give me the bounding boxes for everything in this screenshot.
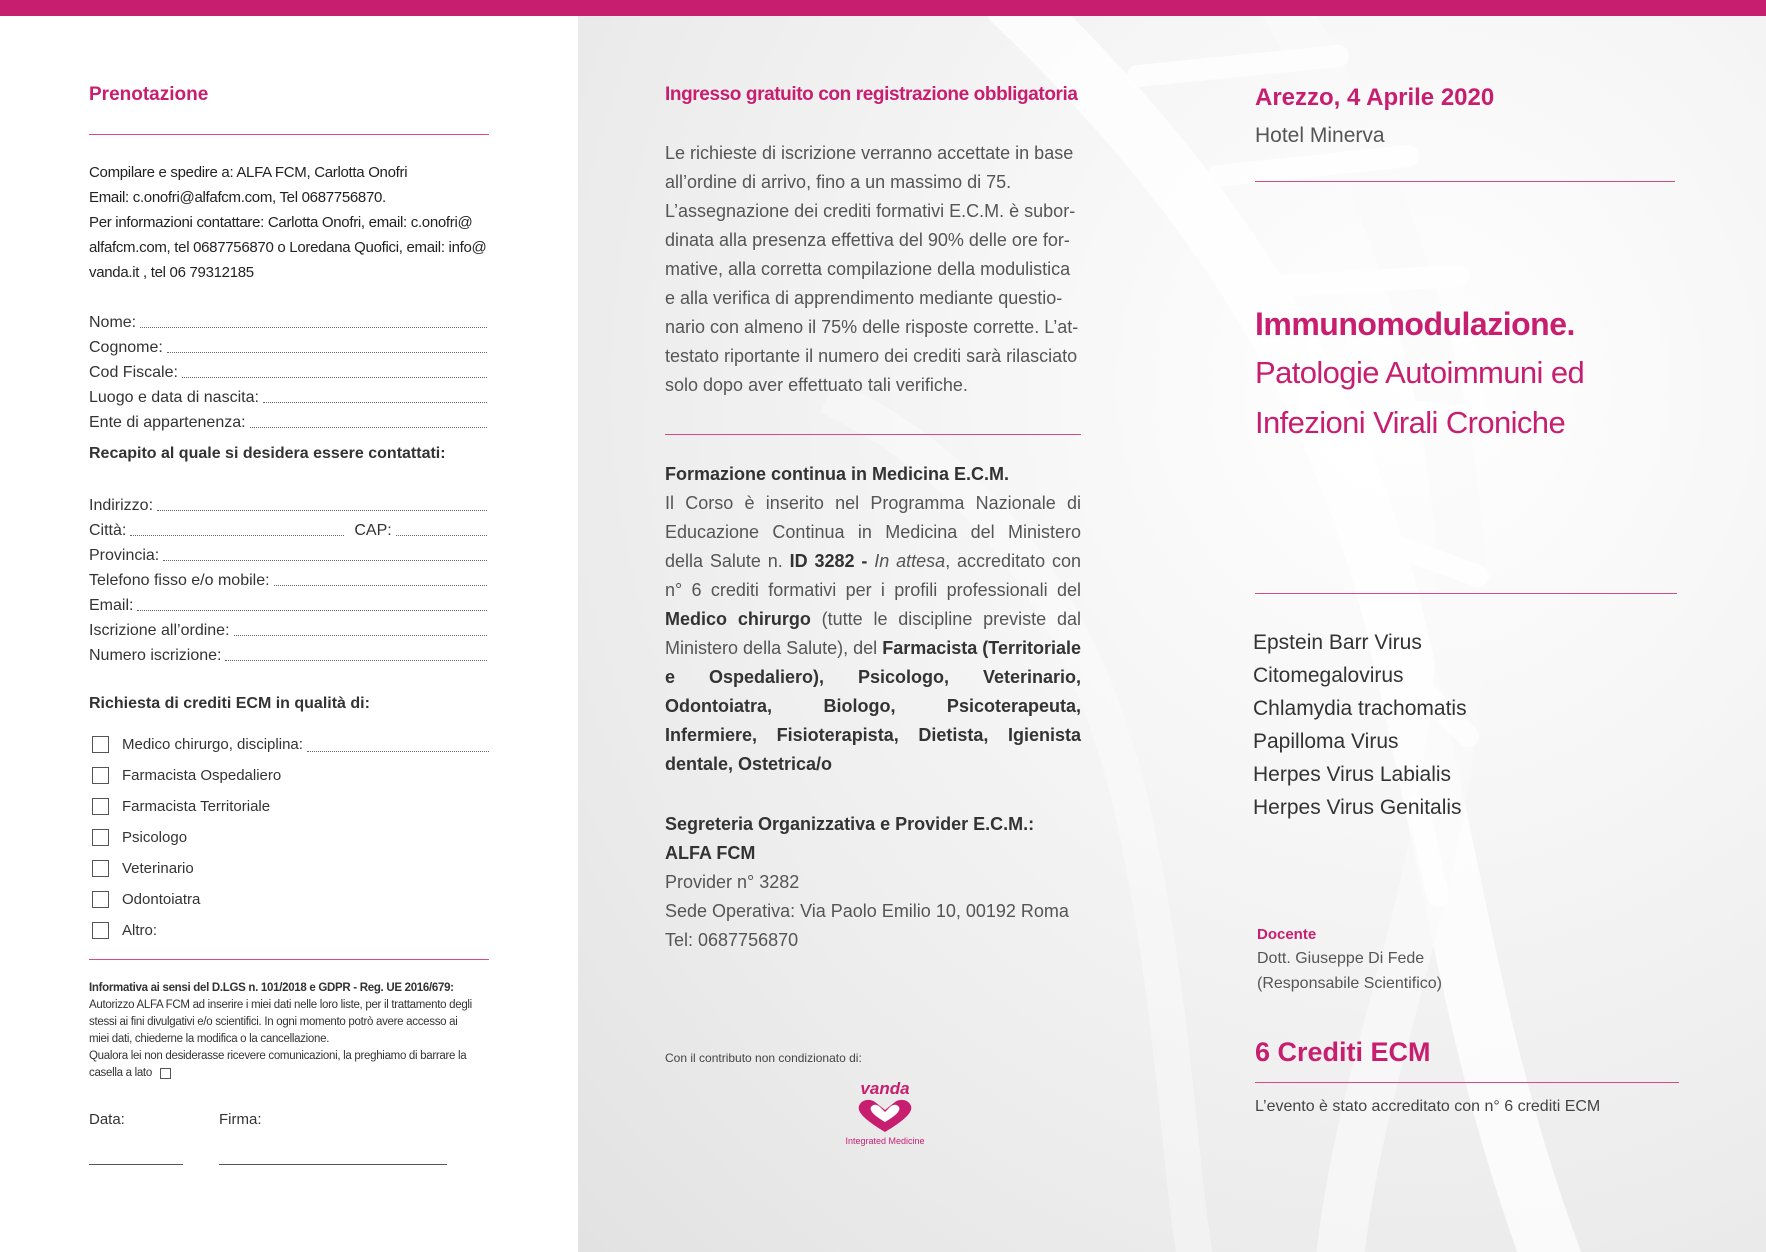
divider [665, 434, 1081, 435]
event-city-date: Arezzo, 4 Aprile 2020 [1255, 84, 1495, 111]
field-luogo-data-nascita[interactable]: Luogo e data di nascita: [89, 385, 489, 410]
checkbox-farmacista-ospedaliero[interactable]: Farmacista Ospedaliero [92, 760, 489, 791]
registration-text: Le richieste di iscrizione verranno accettate in base all’ordine di arrivo, fino a un massimo di 75. L’assegnazione dei crediti formativi E.C.M. è subor- dinata alla presenza effettiva del 90% delle ore for- mative, alla corretta compilazione della modulistica e alla verifica di apprendimento mediante questio- nario con almeno il 75% delle risposte corrette. L’at- testato riportante il numero dei crediti sarà rilasciato solo dopo aver effettuato tali verifiche. [665, 143, 1079, 395]
topic-item: Epstein Barr Virus [1253, 631, 1422, 654]
recapito-title: Recapito al quale si desidera essere contattati: [89, 445, 446, 462]
crediti-request-title: Richiesta di crediti ECM in qualità di: [89, 695, 370, 712]
firma-label: Firma: [219, 1111, 262, 1128]
ecm-section: Formazione continua in Medicina E.C.M. Il Corso è inserito nel Programma Nazionale di Educazione Continua in Medicina del Ministero della Salute n. ID 3282 - In attesa, accreditato con n° 6 crediti formativi per i profili professionali del Medico chirurgo (tutte le discipline previste dal Ministero della Salute), del Farmacista (Territoriale e Ospedaliero), Psicologo, Veterinario, Odontoiatra, Biologo, Psicoterapeuta, Infermiere, Fisioterapista, Dietista, Igienista dentale, Ostetrica/o [665, 460, 1081, 779]
checkbox-box[interactable] [92, 829, 109, 846]
field-iscrizione-ordine[interactable]: Iscrizione all’ordine: [89, 618, 489, 643]
field-cognome[interactable]: Cognome: [89, 335, 489, 360]
field-provincia[interactable]: Provincia: [89, 543, 489, 568]
sponsor-label: Con il contributo non condizionato di: [665, 1051, 862, 1065]
event-venue: Hotel Minerva [1255, 124, 1385, 147]
top-accent-bar [0, 0, 1766, 16]
checkbox-box[interactable] [92, 798, 109, 815]
field-ente[interactable]: Ente di appartenenza: [89, 410, 489, 435]
divider [89, 134, 489, 135]
topic-item: Herpes Virus Genitalis [1253, 796, 1462, 819]
topics-list [1253, 626, 1673, 824]
divider [1255, 593, 1677, 594]
profession-checkboxes [92, 729, 489, 946]
checkbox-altro[interactable]: Altro: [92, 915, 489, 946]
contact-info: Compilare e spedire a: ALFA FCM, Carlotta Onofri Email: c.onofri@alfafcm.com, Tel 0687756870. Per informazioni contattare: Carlotta Onofri, email: c.onofri@ alfafcm.com, tel 0687756870 o Loredana Quofici, email: info@ vanda.it , tel 06 79312185 [89, 164, 487, 281]
firma-signature-line[interactable] [219, 1164, 447, 1165]
personal-fields [89, 310, 489, 435]
topic-item: Herpes Virus Labialis [1253, 763, 1452, 786]
free-entry-title: Ingresso gratuito con registrazione obbligatoria [665, 84, 1078, 105]
checkbox-medico-chirurgo[interactable]: Medico chirurgo, disciplina: [92, 729, 489, 760]
booking-title: Prenotazione [89, 84, 209, 105]
field-email[interactable]: Email: [89, 593, 489, 618]
segreteria-section: Segreteria Organizzativa e Provider E.C.M.: ALFA FCM Provider n° 3282 Sede Operativa: Via Paolo Emilio 10, 00192 Roma Tel: 0687756870 [665, 814, 1069, 950]
checkbox-box[interactable] [92, 860, 109, 877]
divider [1255, 1082, 1679, 1083]
ecm-description: Il Corso è inserito nel Programma Nazionale di Educazione Continua in Medicina del Ministero della Salute n. ID 3282 - In attesa, accreditato con n° 6 crediti formativi per i profili professionali del Medico chirurgo (tutte le discipline previste dal Ministero della Salute), del Farmacista (Territoriale e Ospedaliero), Psicologo, Veterinario, Odontoiatra, Biologo, Psicoterapeuta, Infermiere, Fisioterapista, Dietista, Igienista dentale, Ostetrica/o [665, 493, 1081, 774]
field-indirizzo[interactable]: Indirizzo: [89, 493, 489, 518]
topic-item: Citomegalovirus [1253, 664, 1404, 687]
docente-block: Docente Dott. Giuseppe Di Fede (Responsabile Scientifico) [1257, 926, 1442, 992]
data-signature-line[interactable] [89, 1164, 183, 1165]
crediti-note: L’evento è stato accreditato con n° 6 crediti ECM [1255, 1098, 1601, 1115]
topic-item: Papilloma Virus [1253, 730, 1399, 753]
checkbox-box[interactable] [92, 891, 109, 908]
checkbox-veterinario[interactable]: Veterinario [92, 853, 489, 884]
address-fields [89, 493, 489, 668]
field-nome[interactable]: Nome: [89, 310, 489, 335]
heart-icon [855, 1098, 915, 1134]
field-numero-iscrizione[interactable]: Numero iscrizione: [89, 643, 489, 668]
checkbox-psicologo[interactable]: Psicologo [92, 822, 489, 853]
event-title: Immunomodulazione. Patologie Autoimmuni ed Infezioni Virali Croniche [1255, 306, 1585, 440]
checkbox-box[interactable] [92, 736, 109, 753]
checkbox-box[interactable] [92, 922, 109, 939]
topic-item: Chlamydia trachomatis [1253, 697, 1467, 720]
checkbox-box[interactable] [92, 767, 109, 784]
divider [1255, 181, 1675, 182]
data-label: Data: [89, 1111, 125, 1128]
privacy-notice: Informativa ai sensi del D.LGS n. 101/2018 e GDPR - Reg. UE 2016/679: Autorizzo ALFA FCM ad inserire i miei dati nelle loro liste, per il trattamento degli stessi ai fini divulgativi e/o scientifici. In ogni momento potrò avere accesso ai miei dati, chiederne la modifica o la cancellazione. Qualora lei non desiderasse ricevere comunicazioni, la preghiamo di barrare la casella a lato [89, 982, 472, 1079]
field-cod-fiscale[interactable]: Cod Fiscale: [89, 360, 489, 385]
checkbox-odontoiatra[interactable]: Odontoiatra [92, 884, 489, 915]
field-telefono[interactable]: Telefono fisso e/o mobile: [89, 568, 489, 593]
field-citta-cap[interactable]: Città: CAP: [89, 518, 489, 543]
vanda-logo: vanda Integrated Medicine [845, 1079, 925, 1146]
checkbox-farmacista-territoriale[interactable]: Farmacista Territoriale [92, 791, 489, 822]
crediti-ecm-heading: 6 Crediti ECM [1255, 1037, 1431, 1067]
privacy-optout-checkbox[interactable] [160, 1068, 171, 1079]
divider [89, 959, 489, 960]
